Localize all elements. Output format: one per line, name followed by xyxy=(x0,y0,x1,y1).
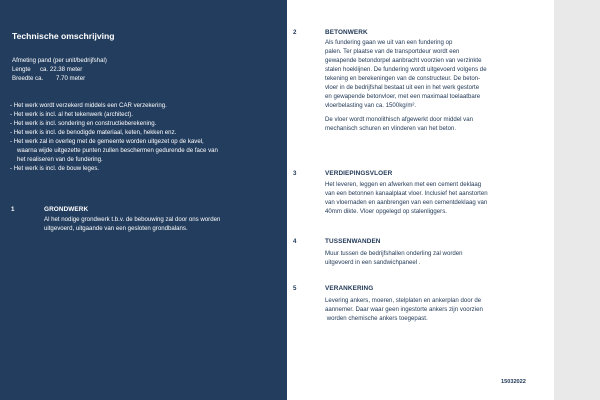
body-line: en gewapende betonvloer, met een maximaal toelaatbare xyxy=(325,93,481,100)
length-label: Lengte xyxy=(12,66,31,73)
section-number: 4 xyxy=(293,238,297,245)
section-title-grondwerk: GRONDWERK xyxy=(44,206,89,213)
body-line: Het leveren, leggen en afwerken met een cement deklaag xyxy=(325,181,482,188)
section-number: 3 xyxy=(293,170,297,177)
list-item: het realiseren van de fundering. xyxy=(17,156,103,163)
body-line: uitgevoerd, uitgaande van een gesloten grondbalans. xyxy=(44,225,188,232)
list-item: - Het werk is incl. de bouw leges. xyxy=(10,165,100,172)
body-line: De vloer wordt monolithisch afgewerkt door middel van xyxy=(325,116,474,123)
body-line: mechanisch schuren en vlinderen van het beton. xyxy=(325,125,457,132)
body-line: vloerbelasting van ca. 1500kg/m². xyxy=(325,102,417,109)
list-item: - Het werk wordt verzekerd middels een CAR verzekering. xyxy=(10,102,167,109)
body-line: worden chemische ankers toegepast. xyxy=(325,315,428,322)
right-panel xyxy=(287,0,554,400)
width-label: Breedte ca. xyxy=(12,75,44,82)
section-body-verankering xyxy=(325,296,483,323)
list-item: - Het werk zal in overleg met de gemeente worden uitgezet op de kavel, xyxy=(10,138,204,145)
width-value: 7.70 meter xyxy=(56,75,86,82)
section-body-grondwerk xyxy=(44,215,220,233)
body-line: 40mm dikte. Vloer opgelegd op stalenliggers. xyxy=(325,208,447,215)
body-line: vloer in de bedrijfshal bestaat uit een in het werk gestorte xyxy=(325,84,480,91)
dimensions-heading: Afmeting pand (per unit/bedrijfshal) xyxy=(12,57,107,64)
body-line: aannemer. Daar waar geen ingestorte ankers zijn voorzien xyxy=(325,306,483,313)
document-title: Technische omschrijving xyxy=(12,31,115,41)
list-item: waarna wijde uitgezette punten zullen beschermen gedurende de face van xyxy=(17,147,218,154)
section-number: 2 xyxy=(293,29,297,36)
body-line: Als fundering gaan we uit van een fundering op xyxy=(325,39,453,46)
body-line: van vloernaden en aanbrengen van een cementdeklaag van xyxy=(325,199,488,206)
section-body-betonwerk xyxy=(325,38,487,133)
body-line: uitgevoerd in een sandwichpaneel . xyxy=(325,259,421,266)
list-item: - Het werk is incl. de benodigde materiaal, keten, hekken enz. xyxy=(10,129,177,136)
section-title-tussenwanden: TUSSENWANDEN xyxy=(325,238,381,245)
section-number: 5 xyxy=(293,285,297,292)
section-body-tussenwanden xyxy=(325,249,463,267)
body-line: Muur tussen de bedrijfshallen onderling zal worden xyxy=(325,250,463,257)
section-number: 1 xyxy=(11,206,15,213)
section-body-verdiepingsvloer xyxy=(325,180,488,216)
page-edge-strip xyxy=(554,0,600,400)
document-code: 15032022 xyxy=(501,379,526,385)
left-panel xyxy=(0,0,287,400)
section-title-verdiepingsvloer: VERDIEPINGSVLOER xyxy=(325,170,393,177)
section-title-verankering: VERANKERING xyxy=(325,285,374,292)
body-line: Al het nodige grondwerk t.b.v. de bebouwing zal door ons worden xyxy=(44,216,221,223)
body-line: gewapende betondorpel aanbracht voorzien van verzinkte xyxy=(325,57,482,64)
body-line: van een betonnen kanaalplaat vloer. Inclusief het aanstorten xyxy=(325,190,488,197)
body-line: Levering ankers, moeren, stelplaten en ankerplan door de xyxy=(325,297,482,304)
body-line: tekening en berekeningen van de constructeur. De beton- xyxy=(325,75,481,82)
list-item: - Het werk is incl. al het tekenwerk (architect). xyxy=(10,111,133,118)
section-title-betonwerk: BETONWERK xyxy=(325,29,368,36)
bullet-list xyxy=(10,101,218,173)
body-line: stalen hoeklijnen. De fundering wordt uitgevoerd volgens de xyxy=(325,66,487,73)
body-line: palen. Ter plaatse van de transportdeur wordt een xyxy=(325,48,460,55)
length-value: ca. 22.38 meter xyxy=(40,66,83,73)
list-item: - Het werk is incl. sondering en constructieberekening. xyxy=(10,120,157,127)
